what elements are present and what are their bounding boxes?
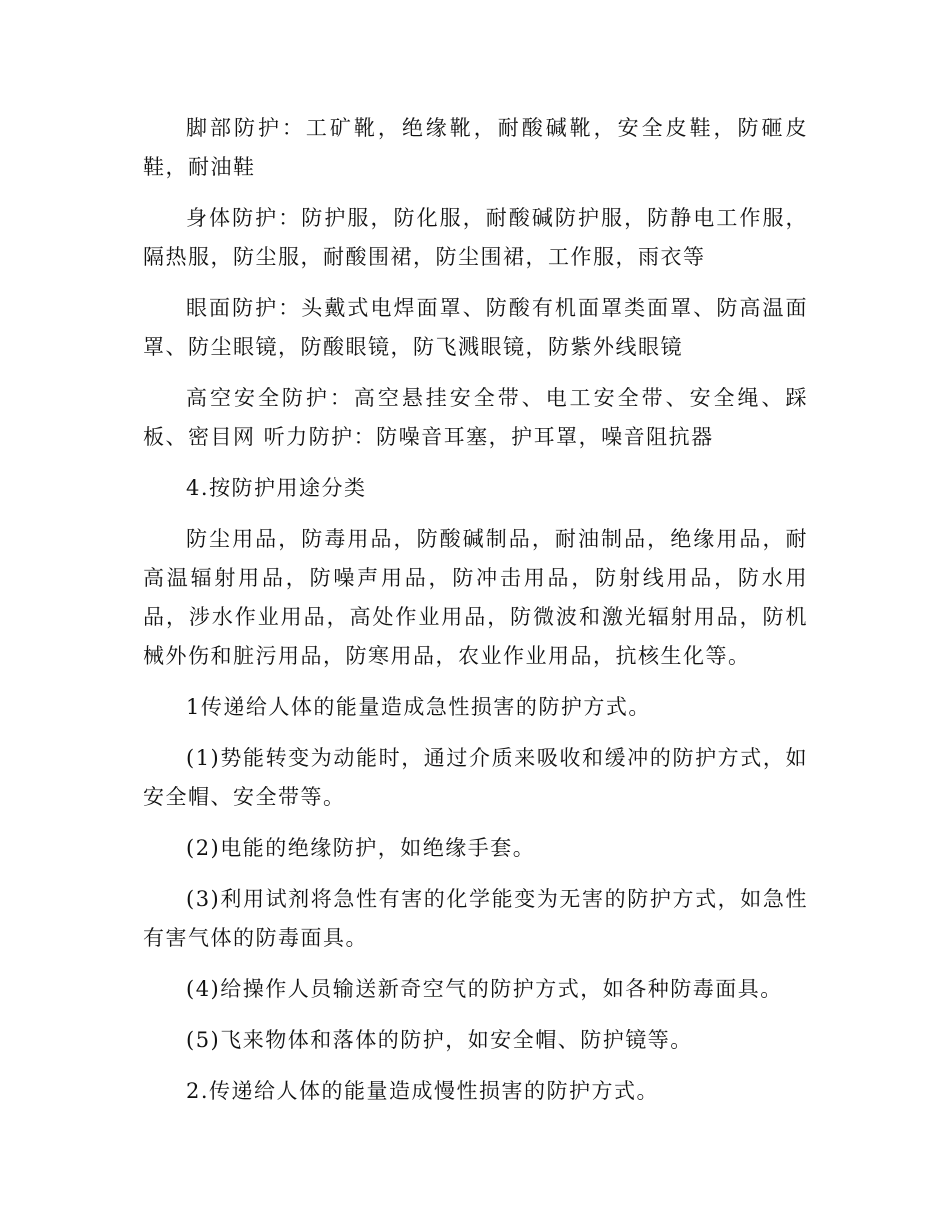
- paragraph-eye-face-protection: 眼面防护：头戴式电焊面罩、防酸有机面罩类面罩、防高温面罩、防尘眼镜，防酸眼镜，防飞溅眼镜，防紫外线眼镜: [143, 296, 808, 359]
- paragraph-chronic-damage-heading: 2.传递给人体的能量造成慢性损害的防护方式。: [186, 1079, 660, 1103]
- paragraph-acute-damage-heading: 1传递给人体的能量造成急性损害的防护方式。: [186, 695, 651, 719]
- document-body: [143, 109, 808, 1123]
- paragraph-item-2: (2)电能的绝缘防护，如绝缘手套。: [186, 836, 536, 860]
- paragraph-height-hearing-protection: 高空安全防护：高空悬挂安全带、电工安全带、安全绳、踩板、密目网 听力防护：防噪音耳塞，护耳罩，噪音阻抗器: [143, 386, 808, 449]
- section-heading-by-purpose: 4.按防护用途分类: [186, 476, 367, 500]
- paragraph-item-5: (5)飞来物体和落体的防护，如安全帽、防护镜等。: [186, 1028, 693, 1052]
- paragraph-foot-protection: 脚部防护：工矿靴，绝缘靴，耐酸碱靴，安全皮鞋，防砸皮鞋，耐油鞋: [143, 116, 808, 179]
- paragraph-item-1: (1)势能转变为动能时，通过介质来吸收和缓冲的防护方式，如安全帽、安全带等。: [143, 746, 808, 809]
- paragraph-item-3: (3)利用试剂将急性有害的化学能变为无害的防护方式，如急性有害气体的防毒面具。: [143, 887, 808, 950]
- paragraph-purpose-list: 防尘用品，防毒用品，防酸碱制品，耐油制品，绝缘用品，耐高温辐射用品，防噪声用品，防冲击用品，防射线用品，防水用品，涉水作业用品，高处作业用品，防微波和激光辐射用品，防机械外伤和脏污用品，防寒用品，农业作业用品，抗核生化等。: [143, 527, 808, 668]
- paragraph-body-protection: 身体防护：防护服，防化服，耐酸碱防护服，防静电工作服，隔热服，防尘服，耐酸围裙，防尘围裙，工作服，雨衣等: [143, 206, 808, 269]
- paragraph-item-4: (4)给操作人员输送新奇空气的防护方式，如各种防毒面具。: [186, 977, 783, 1001]
